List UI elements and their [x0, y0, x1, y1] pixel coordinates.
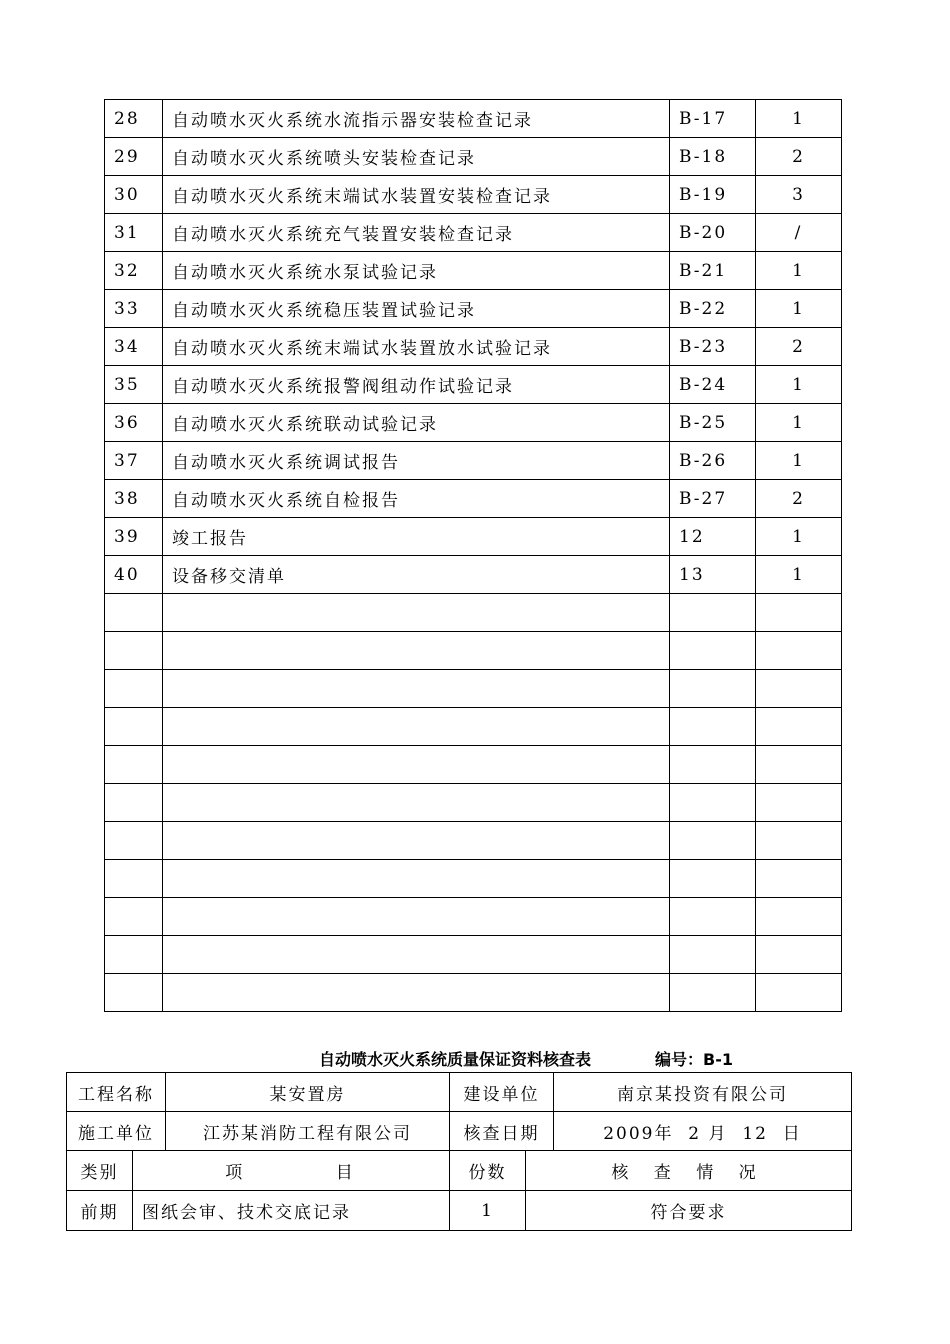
row-number: 35: [105, 366, 163, 404]
empty-cell: [670, 936, 756, 974]
row-number: 28: [105, 100, 163, 138]
record-code: B-21: [670, 252, 756, 290]
record-count: 1: [756, 404, 842, 442]
empty-cell: [670, 974, 756, 1012]
check-date-value: 2009年 2 月 12 日: [554, 1112, 852, 1151]
row-number: 37: [105, 442, 163, 480]
record-code: B-19: [670, 176, 756, 214]
record-list-table: [104, 99, 842, 1012]
table-row: [105, 556, 842, 594]
record-count: 1: [756, 442, 842, 480]
category-cell: 前期: [67, 1191, 133, 1231]
category-table: [66, 1150, 852, 1231]
table-row: [105, 480, 842, 518]
col-check-header: 核 查 情 况: [526, 1151, 852, 1191]
record-name: 自动喷水灭火系统自检报告: [163, 480, 670, 518]
table-row: [105, 290, 842, 328]
empty-cell: [105, 632, 163, 670]
empty-cell: [163, 898, 670, 936]
table-row: [105, 252, 842, 290]
record-code: B-25: [670, 404, 756, 442]
empty-table-row: [105, 860, 842, 898]
row-number: 36: [105, 404, 163, 442]
empty-cell: [105, 974, 163, 1012]
row-number: 29: [105, 138, 163, 176]
category-row: [67, 1191, 852, 1231]
empty-cell: [756, 784, 842, 822]
empty-cell: [756, 708, 842, 746]
empty-cell: [163, 632, 670, 670]
header-row-contractor: [67, 1112, 852, 1151]
empty-cell: [670, 708, 756, 746]
empty-table-row: [105, 746, 842, 784]
empty-cell: [756, 670, 842, 708]
empty-cell: [105, 670, 163, 708]
form-code: 编号：B-1: [655, 1050, 733, 1069]
header-row-project: [67, 1073, 852, 1112]
table-row: [105, 100, 842, 138]
form-title-line: [319, 1047, 789, 1070]
record-name: 自动喷水灭火系统水流指示器安装检查记录: [163, 100, 670, 138]
empty-cell: [105, 784, 163, 822]
record-count: 2: [756, 138, 842, 176]
empty-table-row: [105, 670, 842, 708]
row-number: 34: [105, 328, 163, 366]
empty-cell: [756, 822, 842, 860]
col-item-header: 项 目: [133, 1151, 450, 1191]
col-copies-header: 份数: [450, 1151, 526, 1191]
empty-table-row: [105, 936, 842, 974]
row-number: 40: [105, 556, 163, 594]
row-number: 39: [105, 518, 163, 556]
contractor-label: 施工单位: [67, 1112, 166, 1151]
empty-cell: [756, 898, 842, 936]
empty-cell: [163, 974, 670, 1012]
record-count: 1: [756, 290, 842, 328]
table-row: [105, 518, 842, 556]
category-body: [67, 1191, 852, 1231]
empty-cell: [105, 746, 163, 784]
empty-cell: [756, 594, 842, 632]
table-row: [105, 328, 842, 366]
empty-table-row: [105, 708, 842, 746]
empty-cell: [105, 708, 163, 746]
empty-table-row: [105, 784, 842, 822]
project-header-table: [66, 1072, 852, 1151]
record-code: B-22: [670, 290, 756, 328]
builder-value: 南京某投资有限公司: [554, 1073, 852, 1112]
record-name: 自动喷水灭火系统调试报告: [163, 442, 670, 480]
empty-cell: [105, 936, 163, 974]
empty-table-row: [105, 632, 842, 670]
empty-cell: [756, 746, 842, 784]
record-code: B-27: [670, 480, 756, 518]
record-code: B-26: [670, 442, 756, 480]
empty-cell: [670, 822, 756, 860]
empty-cell: [163, 822, 670, 860]
record-count: 1: [756, 100, 842, 138]
check-date-label: 核查日期: [450, 1112, 554, 1151]
empty-cell: [670, 594, 756, 632]
record-code: 12: [670, 518, 756, 556]
record-code: B-20: [670, 214, 756, 252]
empty-table-row: [105, 822, 842, 860]
empty-cell: [105, 898, 163, 936]
record-name: 自动喷水灭火系统报警阀组动作试验记录: [163, 366, 670, 404]
record-count: 1: [756, 252, 842, 290]
record-name: 自动喷水灭火系统充气装置安装检查记录: [163, 214, 670, 252]
table-row: [105, 442, 842, 480]
empty-table-row: [105, 974, 842, 1012]
empty-cell: [670, 632, 756, 670]
empty-cell: [105, 822, 163, 860]
empty-cell: [163, 936, 670, 974]
empty-table-row: [105, 898, 842, 936]
table-row: [105, 404, 842, 442]
empty-cell: [163, 594, 670, 632]
table-row: [105, 138, 842, 176]
record-name: 自动喷水灭火系统末端试水装置安装检查记录: [163, 176, 670, 214]
empty-cell: [670, 746, 756, 784]
check-cell: 符合要求: [526, 1191, 852, 1231]
empty-cell: [756, 974, 842, 1012]
record-count: 2: [756, 480, 842, 518]
empty-cell: [756, 860, 842, 898]
empty-table-row: [105, 594, 842, 632]
row-number: 38: [105, 480, 163, 518]
empty-cell: [670, 784, 756, 822]
empty-cell: [163, 784, 670, 822]
category-header-row: [67, 1151, 852, 1191]
empty-cell: [756, 936, 842, 974]
row-number: 32: [105, 252, 163, 290]
row-number: 30: [105, 176, 163, 214]
row-number: 31: [105, 214, 163, 252]
record-count: 2: [756, 328, 842, 366]
record-name: 自动喷水灭火系统喷头安装检查记录: [163, 138, 670, 176]
table-row: [105, 366, 842, 404]
empty-cell: [163, 670, 670, 708]
record-code: B-23: [670, 328, 756, 366]
record-name: 设备移交清单: [163, 556, 670, 594]
empty-cell: [105, 860, 163, 898]
copies-cell: 1: [450, 1191, 526, 1231]
record-name: 自动喷水灭火系统稳压装置试验记录: [163, 290, 670, 328]
record-count: 1: [756, 518, 842, 556]
builder-label: 建设单位: [450, 1073, 554, 1112]
form-title: 自动喷水灭火系统质量保证资料核查表: [319, 1050, 592, 1069]
record-count: 1: [756, 366, 842, 404]
record-name: 自动喷水灭火系统联动试验记录: [163, 404, 670, 442]
table-row: [105, 176, 842, 214]
record-code: B-24: [670, 366, 756, 404]
contractor-value: 江苏某消防工程有限公司: [166, 1112, 450, 1151]
empty-cell: [163, 746, 670, 784]
record-name: 自动喷水灭火系统末端试水装置放水试验记录: [163, 328, 670, 366]
row-number: 33: [105, 290, 163, 328]
col-category-header: 类别: [67, 1151, 133, 1191]
record-code: B-18: [670, 138, 756, 176]
empty-cell: [670, 860, 756, 898]
item-cell: 图纸会审、技术交底记录: [133, 1191, 450, 1231]
record-count: 3: [756, 176, 842, 214]
empty-cell: [163, 860, 670, 898]
record-code: 13: [670, 556, 756, 594]
empty-cell: [670, 898, 756, 936]
empty-cell: [670, 670, 756, 708]
record-name: 竣工报告: [163, 518, 670, 556]
record-count: 1: [756, 556, 842, 594]
empty-cell: [105, 594, 163, 632]
record-list-body: [105, 100, 842, 1012]
record-code: B-17: [670, 100, 756, 138]
empty-cell: [756, 632, 842, 670]
record-count: /: [756, 214, 842, 252]
empty-cell: [163, 708, 670, 746]
project-name-value: 某安置房: [166, 1073, 450, 1112]
table-row: [105, 214, 842, 252]
record-name: 自动喷水灭火系统水泵试验记录: [163, 252, 670, 290]
project-name-label: 工程名称: [67, 1073, 166, 1112]
